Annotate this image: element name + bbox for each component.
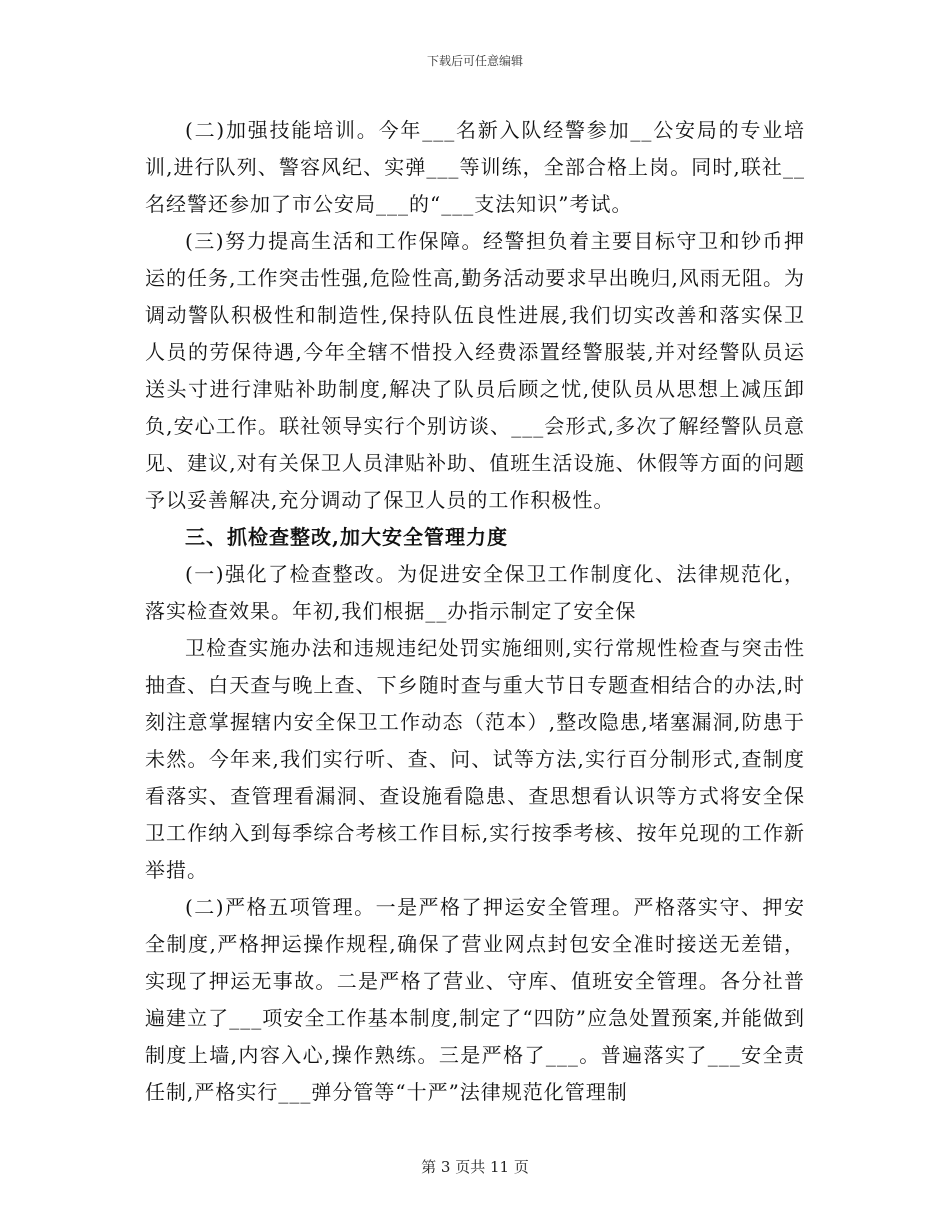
document-body — [145, 112, 805, 1111]
paragraph-inspection-continued: 卫检查实施办法和违规违纪处罚实施细则,实行常规性检查与突击性抽查、白天查与晚上查、下乡随时查与重大节日专题查相结合的办法,时刻注意掌握辖内安全保卫工作动态（范本）,整改隐患,堵塞漏洞,防患于未然。今年来,我们实行听、查、问、试等方法,实行百分制形式,查制度看落实、查管理看漏洞、查设施看隐患、查思想看认识等方式将安全保卫工作纳入到每季综合考核工作目标,实行按季考核、按年兑现的工作新举措。 — [145, 636, 805, 882]
section-heading: 三、抓检查整改,加大安全管理力度 — [185, 525, 508, 549]
paragraph-skill-training: (二)加强技能培训。今年___名新入队经警参加__公安局的专业培训,进行队列、警容风纪、实弹___等训练，全部合格上岗。同时,联社__名经警还参加了市公安局___的“___支法知识”考试。 — [145, 118, 805, 216]
page-header: 下载后可任意编辑 — [426, 54, 523, 68]
page-number: 第 3 页共 11 页 — [421, 1158, 529, 1176]
paragraph-work-support: (三)努力提高生活和工作保障。经警担负着主要目标守卫和钞币押运的任务,工作突击性强,危险性高,勤务活动要求早出晚归,风雨无阻。为调动警队积极性和制造性,保持队伍良性进展,我们切实改善和落实保卫人员的劳保待遇,今年全辖不惜投入经费添置经警服装,并对经警队员运送头寸进行津贴补助制度,解决了队员后顾之忧,使队员从思想上减压卸负,安心工作。联社领导实行个别访谈、___会形式,多次了解经警队员意见、建议,对有关保卫人员津贴补助、值班生活设施、休假等方面的问题予以妥善解决,充分调动了保卫人员的工作积极性。 — [145, 229, 805, 512]
paragraph-inspection: (一)强化了检查整改。为促进安全保卫工作制度化、法律规范化，落实检查效果。年初,我们根据__办指示制定了安全保 — [145, 562, 805, 623]
paragraph-five-managements: (二)严格五项管理。一是严格了押运安全管理。严格落实守、押安全制度,严格押运操作规程,确保了营业网点封包安全准时接送无差错，实现了押运无事故。二是严格了营业、守库、值班安全管理。各分社普遍建立了___项安全工作基本制度,制定了“四防”应急处置预案,并能做到制度上墙,内容入心,操作熟练。三是严格了___。普遍落实了___安全责任制,严格实行___弹分管等“十严”法律规范化管理制 — [145, 895, 805, 1104]
